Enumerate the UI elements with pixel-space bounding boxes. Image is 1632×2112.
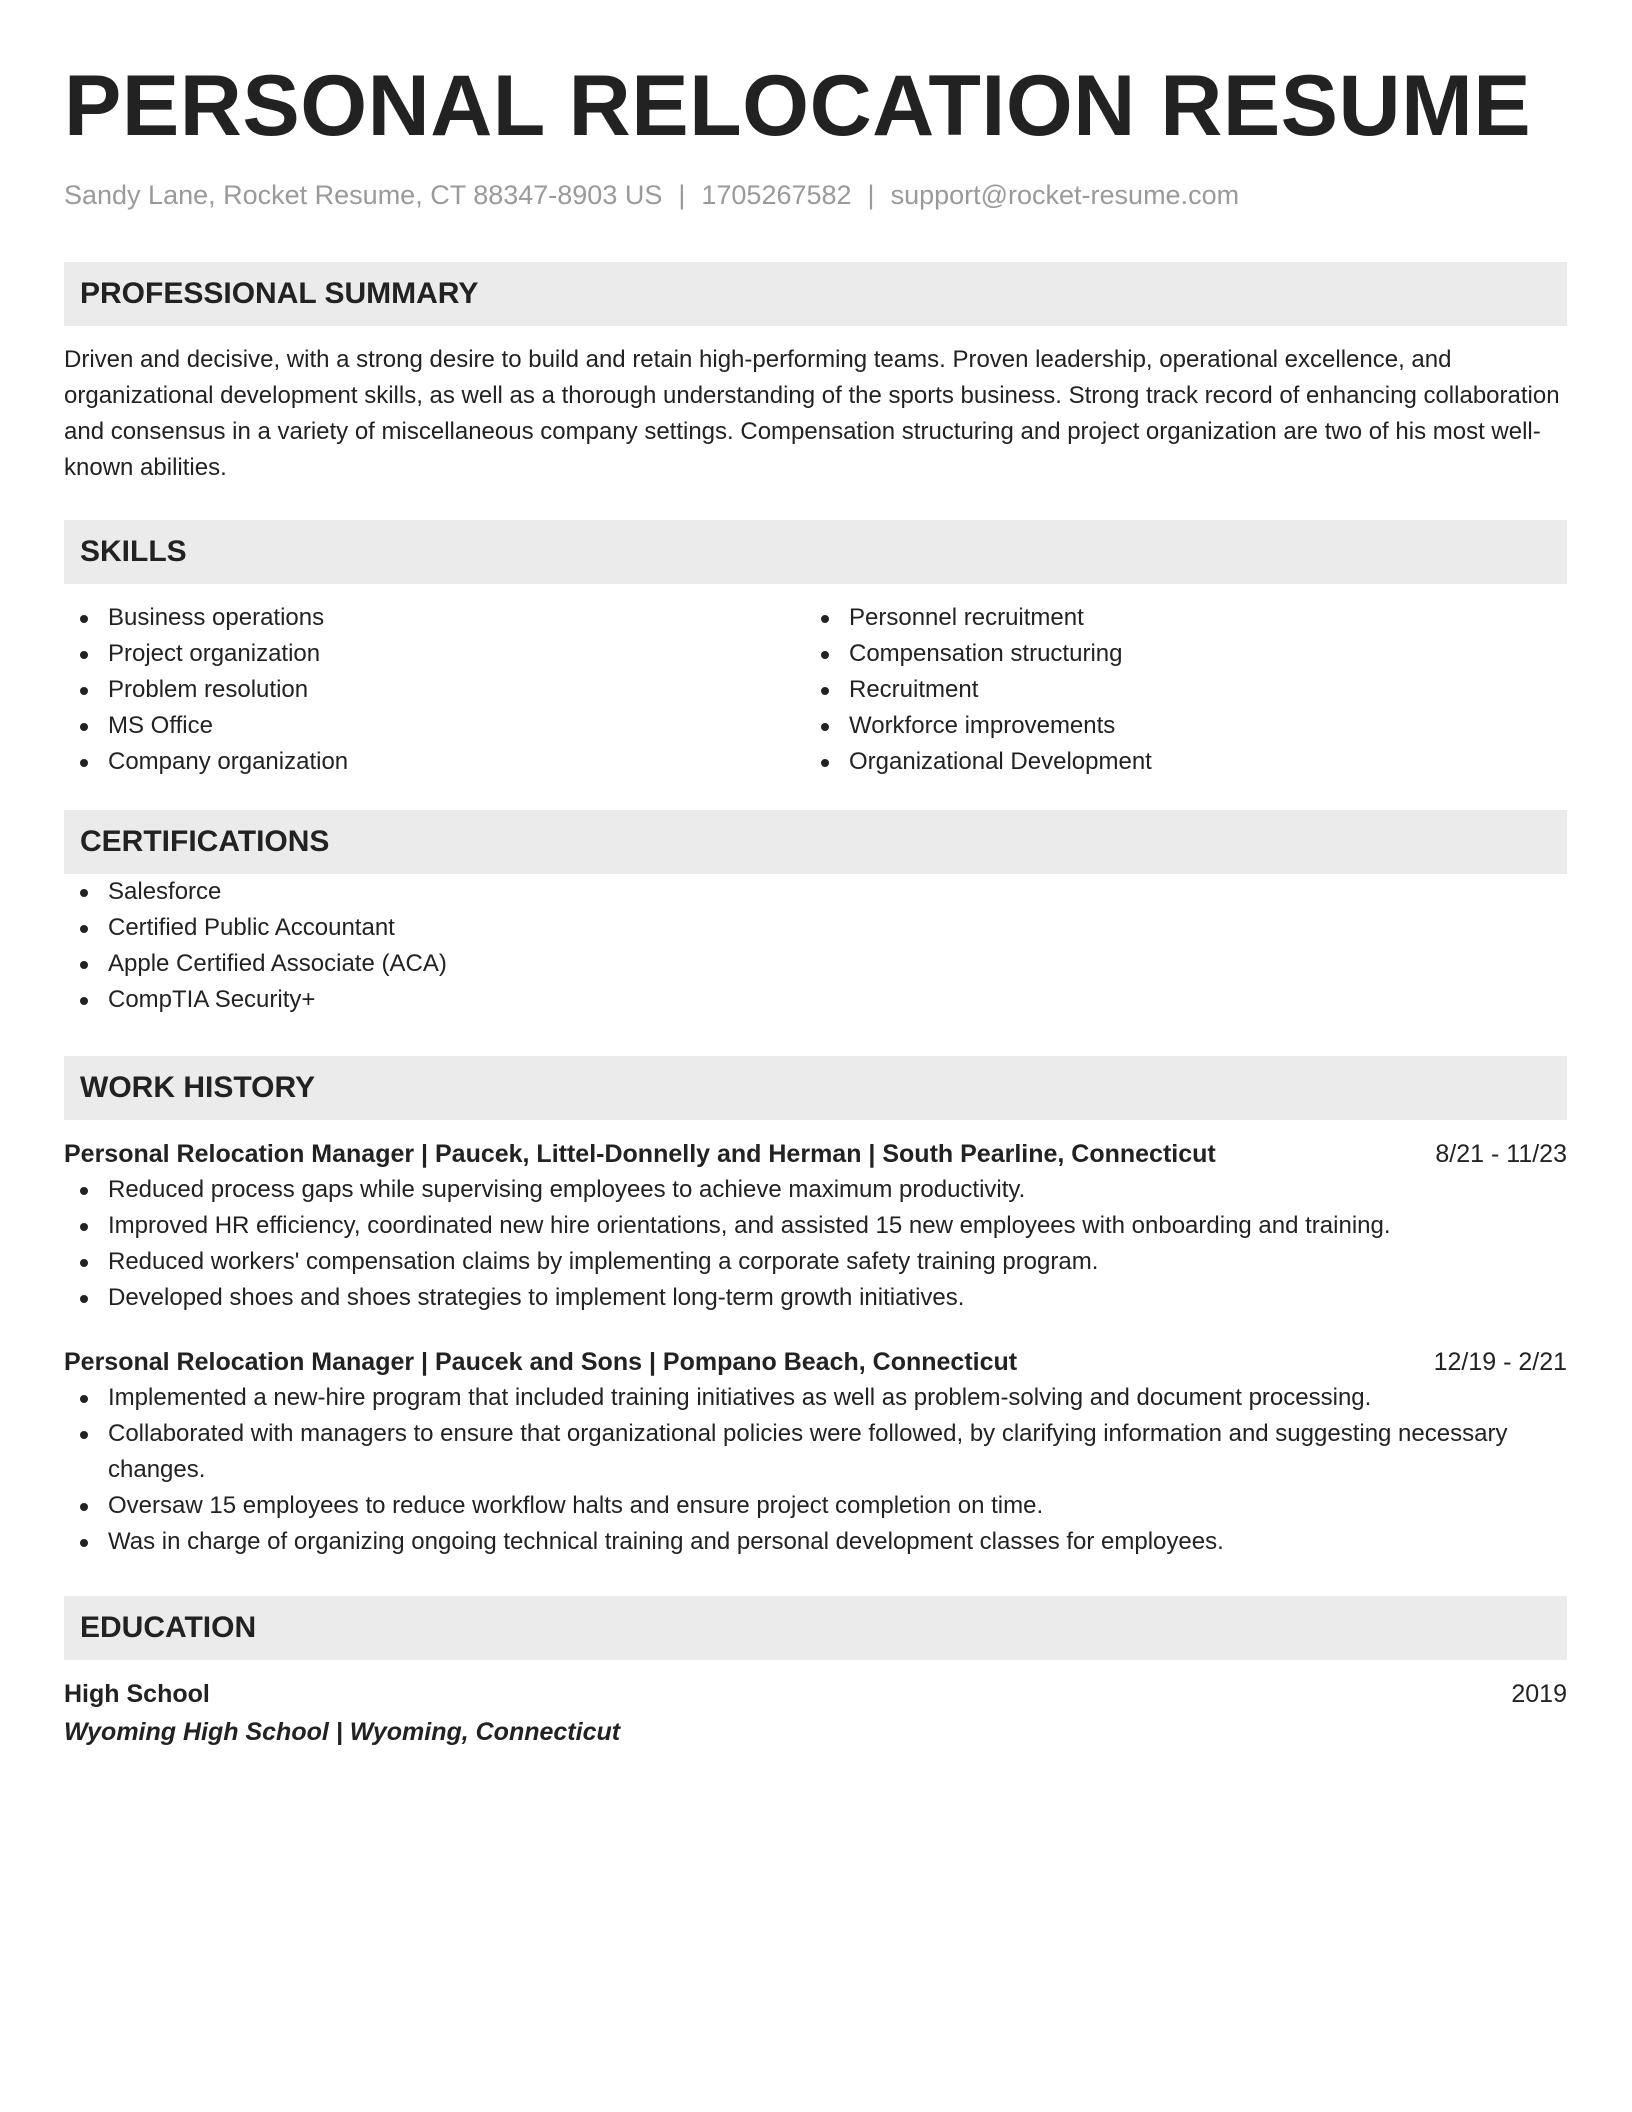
job-header bbox=[64, 1136, 1567, 1172]
job-dates: 8/21 - 11/23 bbox=[1435, 1140, 1567, 1168]
job-entry bbox=[64, 1136, 1567, 1316]
skills-list-right bbox=[805, 600, 1546, 780]
skill-item: Business operations bbox=[64, 600, 805, 636]
skill-item: Workforce improvements bbox=[805, 708, 1546, 744]
section-header-education: EDUCATION bbox=[64, 1596, 1567, 1660]
skill-item: Problem resolution bbox=[64, 672, 805, 708]
job-bullet: Collaborated with managers to ensure that organizational policies were followed, by clarifying information and suggesting necessary changes. bbox=[64, 1416, 1567, 1488]
job-bullet: Oversaw 15 employees to reduce workflow halts and ensure project completion on time. bbox=[64, 1488, 1567, 1524]
job-entry bbox=[64, 1344, 1567, 1560]
contact-separator: | bbox=[678, 180, 686, 210]
resume-title: PERSONAL RELOCATION RESUME bbox=[64, 58, 1532, 154]
skill-item: Company organization bbox=[64, 744, 805, 780]
job-dates: 12/19 - 2/21 bbox=[1433, 1348, 1567, 1376]
contact-separator: | bbox=[867, 180, 875, 210]
education-degree: High School bbox=[64, 1680, 210, 1708]
resume-page bbox=[64, 0, 1567, 1752]
skill-item: Personnel recruitment bbox=[805, 600, 1546, 636]
summary-text: Driven and decisive, with a strong desire to build and retain high-performing teams. Proven leadership, operational excellence, and organizational development skills, as well as a thorough understanding of the sports business. Strong track record of enhancing collaboration and consensus in a variety of miscellaneous company settings. Compensation structuring and project organization are two of his most well-known abilities. bbox=[64, 346, 1560, 481]
job-heading: Personal Relocation Manager | Paucek, Littel-Donnelly and Herman | South Pearline, Connecticut bbox=[64, 1140, 1216, 1168]
section-header-summary: PROFESSIONAL SUMMARY bbox=[64, 262, 1567, 326]
skill-item: Recruitment bbox=[805, 672, 1546, 708]
contact-phone: 1705267582 bbox=[701, 180, 852, 210]
certification-item: Apple Certified Associate (ACA) bbox=[64, 946, 1567, 982]
job-header bbox=[64, 1344, 1567, 1380]
contact-line bbox=[64, 178, 1567, 212]
job-bullet: Reduced workers' compensation claims by implementing a corporate safety training program. bbox=[64, 1244, 1567, 1280]
skill-item: Project organization bbox=[64, 636, 805, 672]
education-school: Wyoming High School | Wyoming, Connecticut bbox=[64, 1718, 621, 1746]
job-bullet: Implemented a new-hire program that included training initiatives as well as problem-solving and document processing. bbox=[64, 1380, 1567, 1416]
contact-email: support@rocket-resume.com bbox=[890, 180, 1240, 210]
education-header bbox=[64, 1676, 1567, 1712]
skills-column-right bbox=[805, 600, 1546, 780]
job-bullet: Was in charge of organizing ongoing technical training and personal development classes for employees. bbox=[64, 1524, 1567, 1560]
job-bullet: Reduced process gaps while supervising employees to achieve maximum productivity. bbox=[64, 1172, 1567, 1208]
job-bullets bbox=[64, 1172, 1567, 1316]
certification-item: Salesforce bbox=[64, 874, 1567, 910]
contact-address: Sandy Lane, Rocket Resume, CT 88347-8903 US bbox=[64, 180, 663, 210]
certifications-list bbox=[64, 874, 1567, 1018]
job-heading: Personal Relocation Manager | Paucek and Sons | Pompano Beach, Connecticut bbox=[64, 1348, 1018, 1376]
job-bullet: Improved HR efficiency, coordinated new hire orientations, and assisted 15 new employees with onboarding and training. bbox=[64, 1208, 1567, 1244]
skill-item: Organizational Development bbox=[805, 744, 1546, 780]
skills-column-left bbox=[64, 600, 805, 780]
skills-list-left bbox=[64, 600, 805, 780]
section-header-skills: SKILLS bbox=[64, 520, 1567, 584]
job-bullets bbox=[64, 1380, 1567, 1560]
skill-item: MS Office bbox=[64, 708, 805, 744]
certification-item: CompTIA Security+ bbox=[64, 982, 1567, 1018]
job-bullet: Developed shoes and shoes strategies to implement long-term growth initiatives. bbox=[64, 1280, 1567, 1316]
skill-item: Compensation structuring bbox=[805, 636, 1546, 672]
section-header-certifications: CERTIFICATIONS bbox=[64, 810, 1567, 874]
skills-grid bbox=[64, 600, 1567, 780]
education-year: 2019 bbox=[1511, 1680, 1567, 1708]
certification-item: Certified Public Accountant bbox=[64, 910, 1567, 946]
section-header-work-history: WORK HISTORY bbox=[64, 1056, 1567, 1120]
